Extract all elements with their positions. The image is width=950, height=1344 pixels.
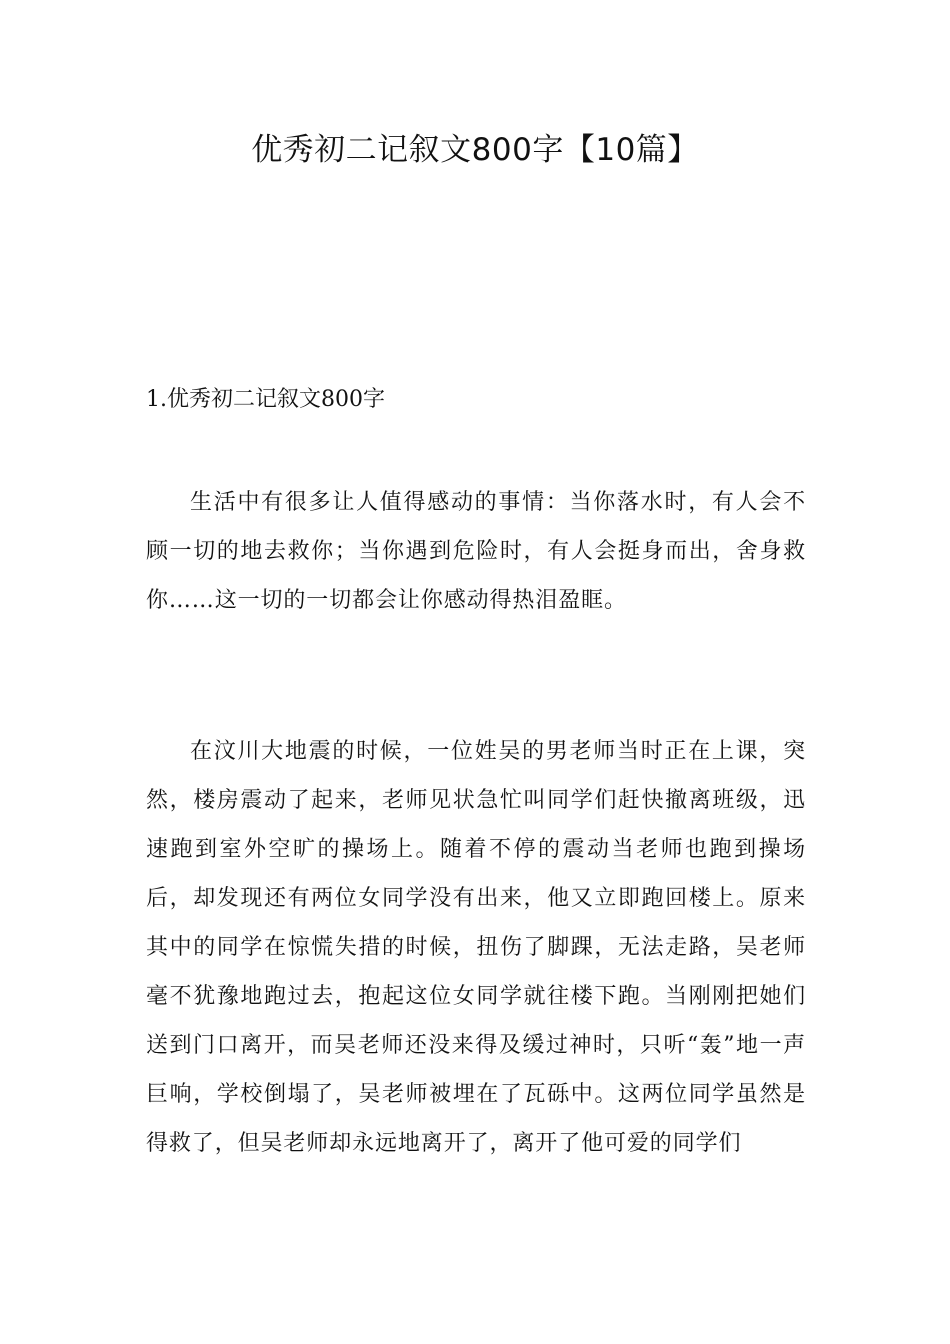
document-title: 优秀初二记叙文800字【10篇】 — [251, 132, 699, 168]
paragraph-2: 在汶川大地震的时候，一位姓吴的男老师当时正在上课，突然，楼房震动了起来，老师见状急忙叫同学们赶快撤离班级，迅速跑到室外空旷的操场上。随着不停的震动当老师也跑到操场后，却发现还有两位女同学没有出来，他又立即跑回楼上。原来其中的同学在惊慌失措的时候，扭伤了脚踝，无法走路，吴老师毫不犹豫地跑过去，抱起这位女同学就往楼下跑。当刚刚把她们送到门口离开，而吴老师还没来得及缓过神时，只听“轰”地一声巨响，学校倒塌了，吴老师被埋在了瓦砾中。这两位同学虽然是得救了，但吴老师却永远地离开了，离开了他可爱的同学们 — [146, 739, 806, 1156]
section-heading: 1.优秀初二记叙文800字 — [146, 387, 385, 412]
paragraph-1: 生活中有很多让人值得感动的事情：当你落水时，有人会不顾一切的地去救你；当你遇到危险时，有人会挺身而出，舍身救你……这一切的一切都会让你感动得热泪盈眶。 — [146, 490, 806, 613]
